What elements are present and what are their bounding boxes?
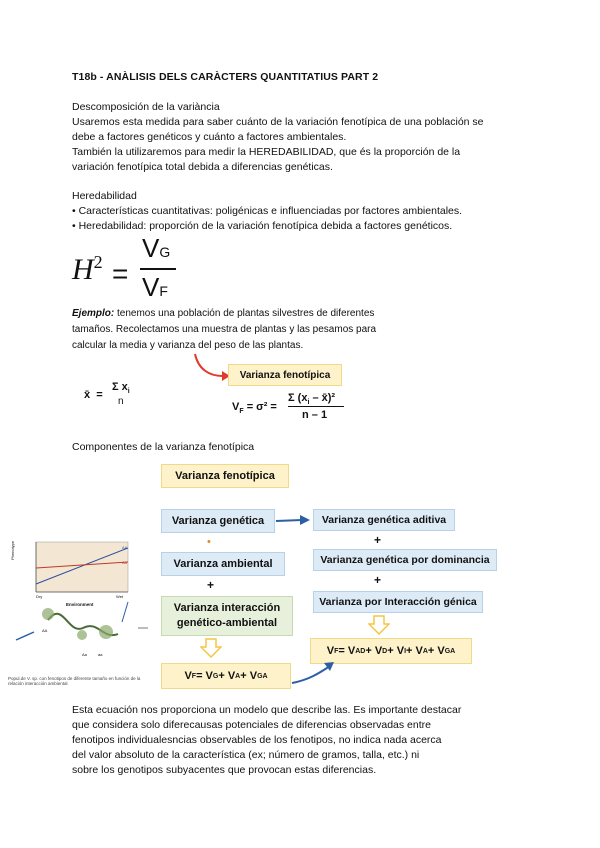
diagram-vf-sum-left: V F = V G + V A + V GA — [161, 663, 291, 689]
heritability-formula-numerator: VG — [142, 233, 171, 263]
diagram-genetic-variance: Varianza genética — [161, 509, 275, 533]
plus-sign-2: + — [207, 578, 215, 592]
plus-sign-4: + — [374, 573, 382, 587]
variance-fraction-bar — [288, 406, 344, 407]
blue-curved-arrow-icon — [290, 658, 340, 688]
diagram-interaction-variance: Varianza interacción genético-ambiental — [161, 596, 293, 636]
diagram-vf-sum-right: V F = V AD + V D + V I + V A + V GA — [310, 638, 472, 664]
figure-plant-label-1: AA — [42, 628, 48, 633]
bottom-line-5: sobre los genotipos subyacentes que provocan estas diferencias. — [72, 764, 377, 776]
mean-formula-numerator: Σ $x_i$ — [112, 381, 130, 396]
figure-y-axis-label: Phenotype — [10, 540, 15, 560]
yellow-arrow-icon — [200, 638, 222, 658]
variance-formula-numerator: Σ ($x_i$ – x̄)² — [288, 392, 336, 407]
phenotypic-variance-label: Varianza fenotípica — [228, 364, 342, 386]
mean-formula-lhs: x̄ = — [84, 389, 103, 401]
section-variance-line-3: También la utilizaremos para medir la HEREDABILIDAD, que és la proporción de la — [72, 146, 461, 158]
figure-caption: Popul.de V. sp. con fenotipos de diferente tamaño en función de la relación interacción ambiental — [8, 676, 141, 686]
example-paragraph: Ejemplo: tenemos una población de plantas silvestres de diferentes tamaños. Recolectamos una muestra de plantas y las pesamos para calcular la media y varianza del peso de las plantas. — [72, 308, 377, 351]
heritability-formula-lhs: $H^2$ — [72, 252, 103, 286]
page-title: T18b - ANÀLISIS DELS CARÀCTERS QUANTITATIUS PART 2 — [72, 71, 379, 83]
heritability-formula-denominator: VF — [142, 272, 168, 302]
figure-legend-b: Aa — [122, 560, 127, 565]
diagram-additive-variance: Varianza genética aditiva — [313, 509, 455, 531]
blue-arrow-icon — [274, 512, 312, 528]
section-variance-heading: Descomposición de la variància — [72, 101, 220, 113]
mean-formula-denominator: n — [118, 396, 124, 407]
bottom-line-3: fenotipos individualesncias observables de los fenotipos, no indica nada acerca — [72, 734, 442, 746]
fraction-bar — [140, 268, 176, 270]
section-variance-line-4: variación fenotípica total debida a diferencias genéticas. — [72, 161, 333, 173]
diagram-environmental-variance: Varianza ambiental — [161, 552, 285, 576]
heritability-formula-equals: = — [112, 258, 129, 289]
section-variance-line-1: Usaremos esta medida para saber cuánto de la variación fenotípica de una población se — [72, 116, 484, 128]
variance-formula-denominator: n – 1 — [302, 409, 328, 421]
components-heading: Componentes de la varianza fenotípica — [72, 441, 255, 453]
figure-legend-a: AA — [122, 545, 128, 550]
bottom-line-2: que considera solo diferecausas potenciales de diferencias observadas entre — [72, 719, 431, 731]
bottom-line-1: Esta ecuación nos proporciona un modelo que describe las. Es importante destacar — [72, 704, 462, 716]
genotype-environment-figure — [8, 540, 148, 690]
diagram-dominance-variance: Varianza genética por dominancia — [313, 549, 497, 571]
heritability-heading: Heredabilidad — [72, 190, 137, 202]
diagram-gene-interaction-variance: Varianza por Interacción génica — [313, 591, 483, 613]
plus-sign-1: • — [207, 536, 211, 548]
figure-x-right: Wet — [116, 594, 124, 599]
figure-plant-label-3: aa — [98, 652, 103, 657]
diagram-phenotypic-variance: Varianza fenotípica — [161, 464, 289, 488]
figure-x-left: Dry — [36, 594, 43, 599]
section-variance-line-2: debe a factores genéticos y cuánto a factores ambientales. — [72, 131, 347, 143]
variance-formula-lhs: $V_F = \sigma^2$ = — [232, 401, 277, 416]
heritability-bullet-2: • Heredabilidad: proporción de la variación fenotípica debida a factores genéticos. — [72, 220, 453, 232]
figure-plant-label-2: Aa — [82, 652, 87, 657]
bottom-line-4: del valor absoluto de la característica (ex; número de gramos, talla, etc.) ni — [72, 749, 420, 761]
yellow-arrow-icon-right — [368, 615, 390, 635]
heritability-bullet-1: • Características cuantitativas: poligénicas e influenciadas por factores ambientales. — [72, 205, 463, 217]
figure-x-mid: Environment — [66, 602, 94, 607]
plus-sign-3: + — [374, 533, 382, 547]
